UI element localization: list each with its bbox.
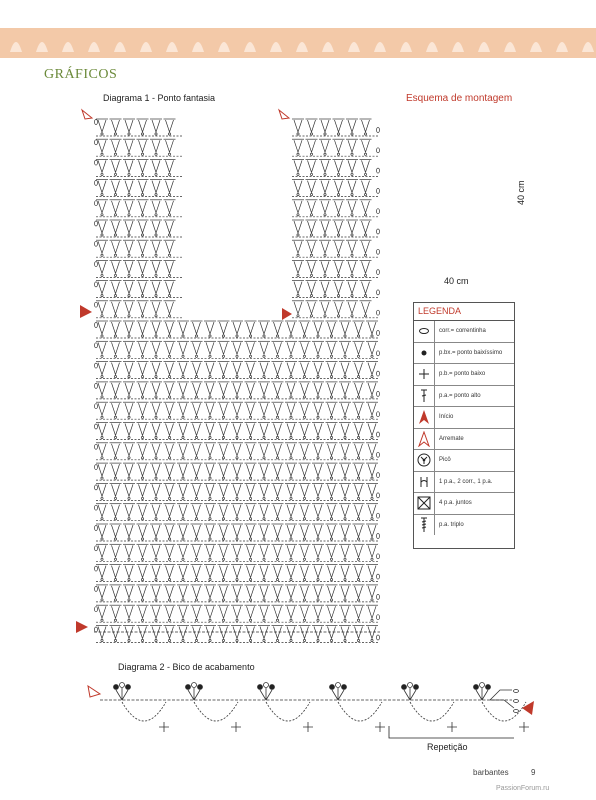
chain-oval [514,690,519,693]
picot [408,683,413,688]
chain-arc [194,702,238,721]
single-crochet [519,722,529,732]
diagram2-title: Diagrama 2 - Bico de acabamento [118,662,255,672]
fan-stitch [476,688,488,700]
fan-stitch [332,688,344,700]
picot [186,685,191,690]
repeat-label: Repetição [427,742,468,752]
picot [414,685,419,690]
picot [120,683,125,688]
single-crochet [159,722,169,732]
legend-label: 4 p.a. juntos [439,500,472,507]
picot [342,685,347,690]
page-number: 9 [531,768,536,777]
legend-label: p.a.= ponto alto [439,392,481,399]
picot [336,683,341,688]
chain-arc [410,702,454,721]
picot [330,685,335,690]
legend-label: Picô [439,457,451,464]
legend-title: LEGENDA [414,303,514,321]
legend-label: 1 p.a., 2 corr., 1 p.a. [439,478,493,485]
picot [258,685,263,690]
legend-label: p.bx.= ponto baixíssimo [439,349,503,356]
legend-label: Início [439,414,454,421]
end-arrow-icon [88,686,100,697]
picot [474,685,479,690]
chain-arc [338,702,382,721]
single-crochet [375,722,385,732]
picot [126,685,131,690]
picot [402,685,407,690]
fan-stitch [404,688,416,700]
picot [264,683,269,688]
chain-arc [266,702,310,721]
fan-stitch [188,688,200,700]
legend-label: Arremate [439,435,464,442]
picot [486,685,491,690]
chain-arc [122,702,166,721]
diagram1-title: Diagrama 1 - Ponto fantasia [103,93,216,103]
edge-fan [490,690,514,708]
picot [192,683,197,688]
picot [198,685,203,690]
repeat-bracket [389,726,514,738]
watermark: PassionForum.ru [496,785,550,792]
chain-arc [482,702,526,721]
picot [270,685,275,690]
section-title: GRÁFICOS [44,67,118,82]
legend-label: corr.= correntinha [439,328,486,335]
chain-oval [514,710,519,713]
width-label: 40 cm [444,276,469,286]
fan-stitch [116,688,128,700]
footer-brand: barbantes [473,768,509,777]
single-crochet [231,722,241,732]
legend-label: p.b.= ponto baixo [439,371,486,378]
single-crochet [303,722,313,732]
start-arrow-icon [522,701,534,715]
assembly-title: Esquema de montagem [406,93,513,104]
height-label: 40 cm [516,180,526,205]
picot [480,683,485,688]
fan-stitch [260,688,272,700]
chain-oval [514,700,519,703]
single-crochet [447,722,457,732]
picot [114,685,119,690]
legend-label: p.a. triplo [439,521,464,528]
